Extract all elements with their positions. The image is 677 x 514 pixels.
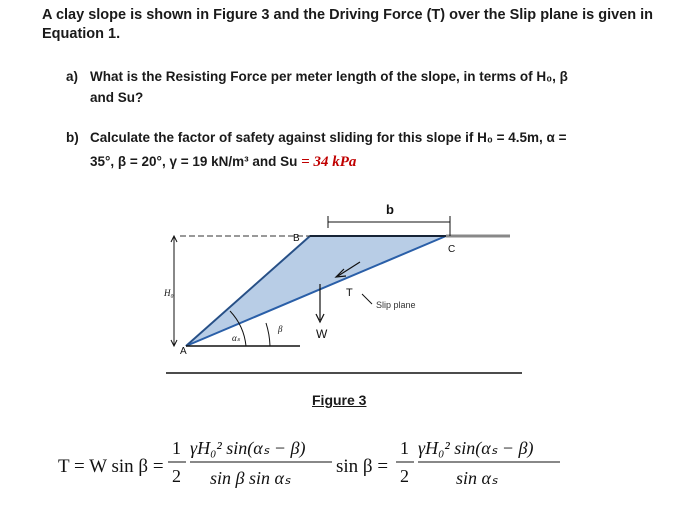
intro-text: A clay slope is shown in Figure 3 and the Driving Force (T) over the Slip plane is given in Equation 1. [42, 7, 653, 42]
label-T: T [346, 287, 353, 299]
su-value: = 34 kPa [301, 154, 357, 170]
slip-pointer [362, 294, 372, 304]
question-b-line1: Calculate the factor of safety against sliding for this slope if H₀ = 4.5m, α = [90, 130, 567, 145]
label-alpha: αₛ [232, 333, 241, 343]
eq-frac4-num: γH₀² sin(αₛ − β) [418, 438, 534, 458]
label-B: B [293, 233, 300, 244]
question-a-label: a) [66, 69, 79, 84]
question-a-line1: What is the Resisting Force per meter length of the slope, in terms of H₀, β [90, 69, 568, 84]
equation-svg [58, 428, 677, 508]
eq-mid: sin β = [336, 456, 389, 477]
label-W: W [316, 327, 328, 341]
question-b [66, 126, 676, 174]
question-a [66, 66, 666, 108]
figure-caption: Figure 3 [312, 392, 367, 408]
eq-frac3-den: 2 [400, 466, 409, 486]
eq-frac3-num: 1 [400, 438, 409, 458]
eq-lhs: T = W sin β = [58, 456, 164, 477]
eq-frac4-den: sin αₛ [456, 468, 498, 488]
label-h0: H₀ [164, 288, 174, 298]
eq-frac1-den: 2 [172, 466, 181, 486]
question-b-line2: 35°, β = 20°, γ = 19 kN/m³ and Su [90, 154, 298, 169]
label-b: b [386, 202, 394, 217]
figure-3 [150, 196, 530, 411]
label-slip-plane: Slip plane [376, 300, 416, 310]
question-b-label: b) [66, 130, 79, 145]
label-A: A [180, 346, 187, 357]
eq-frac1-num: 1 [172, 438, 181, 458]
question-a-line2: and Su? [90, 90, 144, 105]
slope-diagram [150, 196, 530, 386]
label-C: C [448, 244, 456, 255]
equation-1 [58, 428, 677, 508]
beta-arc [266, 323, 270, 346]
eq-frac2-den: sin β sin αₛ [210, 468, 291, 488]
eq-frac2-num: γH₀² sin(αₛ − β) [190, 438, 306, 458]
label-beta: β [278, 324, 283, 334]
